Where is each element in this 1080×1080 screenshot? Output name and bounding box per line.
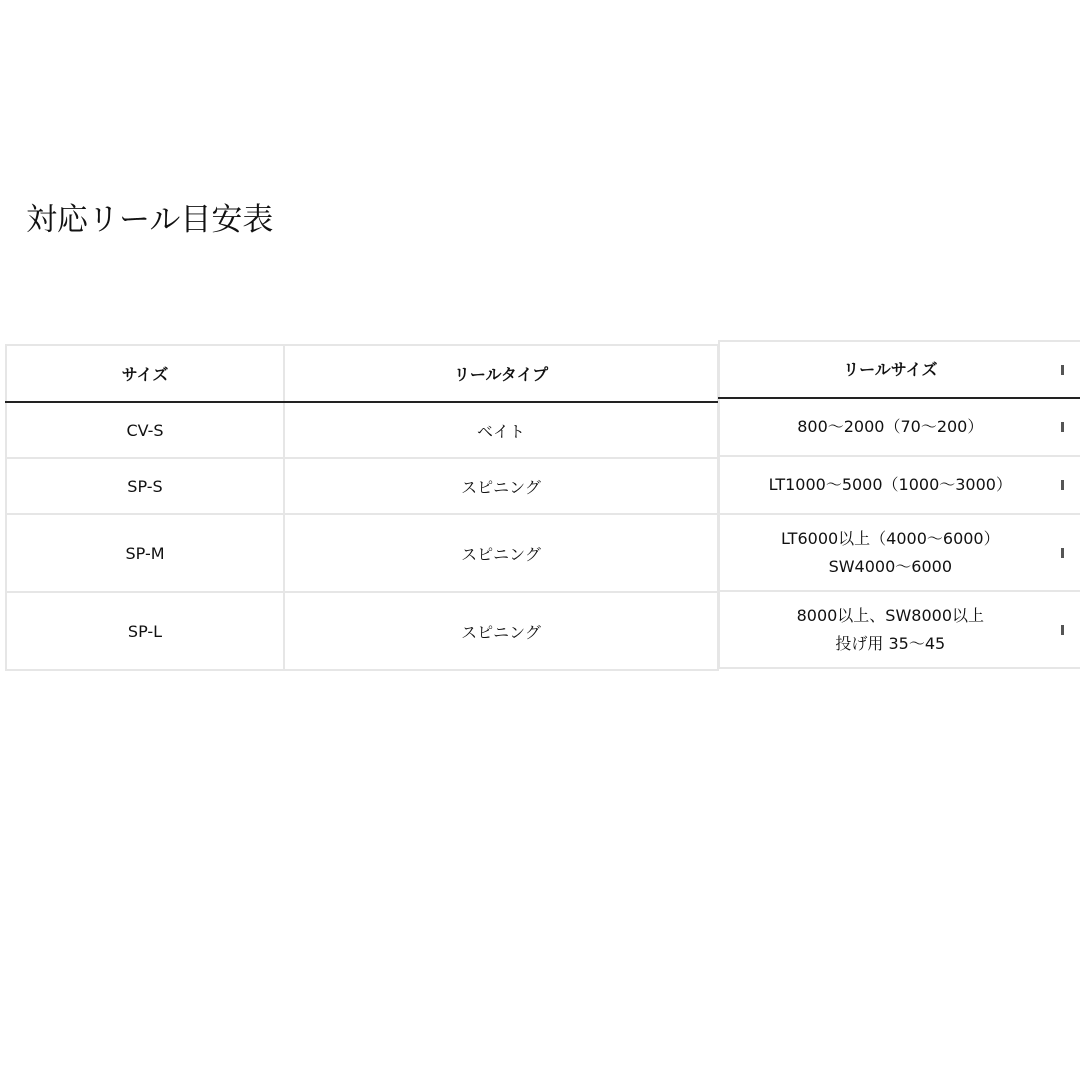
table-row: [719, 514, 1080, 591]
page-title: 対応リール目安表: [26, 202, 274, 238]
cell-size: CV-S: [6, 402, 284, 458]
reel-size-table-left: [5, 344, 719, 671]
table-header-row: [6, 345, 718, 402]
header-reel-type: リールタイプ: [284, 345, 718, 402]
table-header-row: [719, 341, 1080, 398]
table-row: [6, 514, 718, 592]
clipped-text-fragment: [1061, 480, 1064, 490]
cell-reel-type: スピニング: [284, 592, 718, 670]
header-size: サイズ: [6, 345, 284, 402]
header-reel-size: リールサイズ: [719, 341, 1061, 398]
reel-size-line: SW4000〜6000: [828, 556, 952, 576]
table-row: [719, 591, 1080, 668]
reel-size-table-right: [718, 340, 1080, 669]
clipped-text-fragment: [1061, 625, 1064, 635]
table-row: [6, 458, 718, 514]
clipped-column-cell: [1061, 398, 1080, 456]
cell-reel-size: [719, 456, 1061, 514]
cell-reel-size: [719, 591, 1061, 668]
clipped-column-cell: [1061, 456, 1080, 514]
clipped-text-fragment: [1061, 548, 1064, 558]
reel-size-line: 8000以上、SW8000以上: [796, 605, 984, 625]
cell-reel-type: ベイト: [284, 402, 718, 458]
cell-reel-type: スピニング: [284, 458, 718, 514]
clipped-column-cell: [1061, 591, 1080, 668]
table-row: [719, 398, 1080, 456]
clipped-column-header: [1061, 341, 1080, 398]
table-row: [6, 592, 718, 670]
cell-reel-type: スピニング: [284, 514, 718, 592]
clipped-text-fragment: [1061, 422, 1064, 432]
clipped-column-cell: [1061, 514, 1080, 591]
cell-reel-size: [719, 398, 1061, 456]
reel-size-line: LT6000以上（4000〜6000）: [780, 528, 1000, 548]
clipped-text-fragment: [1061, 365, 1064, 375]
cell-size: SP-S: [6, 458, 284, 514]
table-row: [719, 456, 1080, 514]
reel-size-line: 800〜2000（70〜200）: [797, 417, 984, 436]
reel-size-line: 投げ用 35〜45: [835, 633, 946, 653]
cell-size: SP-L: [6, 592, 284, 670]
cell-size: SP-M: [6, 514, 284, 592]
cell-reel-size: [719, 514, 1061, 591]
reel-size-line: LT1000〜5000（1000〜3000）: [768, 475, 1012, 494]
table-row: [6, 402, 718, 458]
